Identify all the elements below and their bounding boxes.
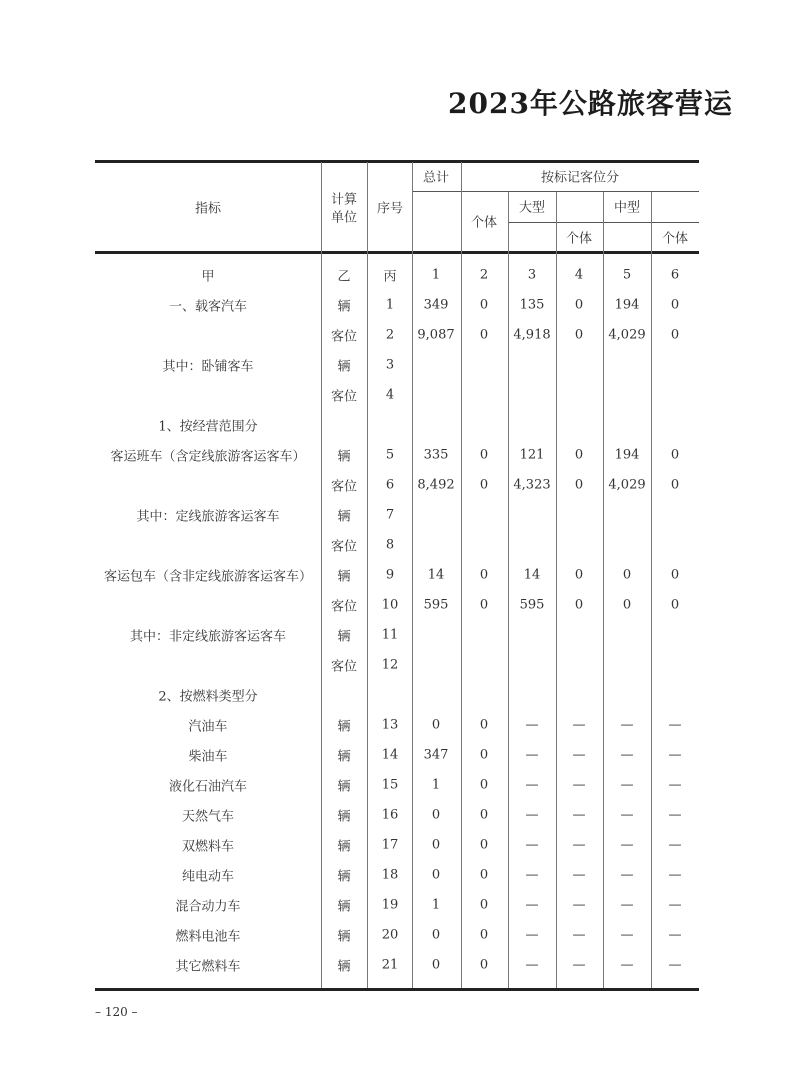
row-seq: 15	[381, 777, 399, 793]
row-value: 0	[479, 447, 489, 463]
row-value: —	[668, 747, 682, 763]
row-value: —	[572, 747, 586, 763]
row-value: 0	[574, 447, 584, 463]
row-value: 0	[479, 717, 489, 733]
row-indicator: 天然气车	[181, 809, 235, 825]
row-value: 0	[479, 567, 489, 583]
row-value: —	[668, 927, 682, 943]
header-large-individual: 个体	[565, 231, 593, 247]
row-value: —	[620, 807, 634, 823]
col-divider	[556, 192, 557, 988]
row-value: 0	[574, 297, 584, 313]
row-indicator: 液化石油汽车	[168, 779, 248, 795]
row-unit: 客位	[330, 479, 358, 495]
row-value: —	[668, 957, 682, 973]
row-indicator: 其它燃料车	[175, 959, 241, 975]
row-seq: 3	[385, 357, 395, 373]
row-indicator: 其中：定线旅游客运客车	[136, 509, 280, 525]
row-value: 14	[523, 567, 541, 583]
row-value: 1	[431, 777, 441, 793]
header-seq: 序号	[376, 201, 404, 217]
row-value: —	[525, 747, 539, 763]
row-value: 0	[479, 477, 489, 493]
row-value: 0	[622, 567, 632, 583]
row-unit: 辆	[337, 839, 351, 855]
row-value: 335	[423, 447, 449, 463]
row-unit: 辆	[337, 299, 351, 315]
row-unit: 客位	[330, 389, 358, 405]
row-value: —	[572, 897, 586, 913]
row-unit: 辆	[337, 869, 351, 885]
row-value: 0	[670, 297, 680, 313]
row-value: 1	[431, 897, 441, 913]
row-value: —	[668, 807, 682, 823]
row-indicator: 混合动力车	[175, 899, 241, 915]
row-value: 0	[479, 897, 489, 913]
row-value: 0	[574, 597, 584, 613]
row-unit: 辆	[337, 449, 351, 465]
code-cell: 乙	[337, 269, 351, 285]
code-cell: 丙	[383, 269, 397, 285]
row-value: 0	[479, 957, 489, 973]
row-value: 0	[670, 477, 680, 493]
row-value: 4,918	[513, 327, 551, 343]
row-seq: 6	[385, 477, 395, 493]
row-value: 0	[431, 807, 441, 823]
row-seq: 1	[385, 297, 395, 313]
row-value: 0	[479, 747, 489, 763]
row-seq: 5	[385, 447, 395, 463]
row-value: —	[668, 867, 682, 883]
header-by-seat: 按标记客位分	[540, 170, 620, 186]
row-value: 595	[423, 597, 449, 613]
row-value: 0	[431, 717, 441, 733]
row-seq: 16	[381, 807, 399, 823]
table-bottom-border	[95, 988, 699, 991]
row-value: —	[572, 957, 586, 973]
row-value: —	[572, 807, 586, 823]
row-value: —	[668, 717, 682, 733]
row-unit: 辆	[337, 569, 351, 585]
code-cell: 2	[479, 267, 489, 283]
row-value: —	[620, 897, 634, 913]
row-unit: 辆	[337, 719, 351, 735]
row-value: 8,492	[417, 477, 455, 493]
col-divider	[461, 162, 462, 988]
row-value: —	[572, 837, 586, 853]
header-unit-line1: 计算	[330, 192, 358, 208]
row-value: —	[572, 867, 586, 883]
row-seq: 17	[381, 837, 399, 853]
row-value: 595	[519, 597, 545, 613]
row-value: 0	[479, 597, 489, 613]
row-indicator: 柴油车	[188, 749, 228, 765]
row-value: —	[620, 957, 634, 973]
row-indicator: 纯电动车	[181, 869, 235, 885]
row-value: 0	[670, 597, 680, 613]
row-value: —	[620, 717, 634, 733]
row-value: 9,087	[417, 327, 455, 343]
row-unit: 客位	[330, 539, 358, 555]
row-unit: 辆	[337, 359, 351, 375]
row-indicator: 一、载客汽车	[168, 299, 248, 315]
row-value: 349	[423, 297, 449, 313]
row-value: —	[525, 777, 539, 793]
row-value: 4,029	[608, 477, 646, 493]
code-cell: 甲	[201, 269, 215, 285]
row-unit: 辆	[337, 509, 351, 525]
row-value: 4,029	[608, 327, 646, 343]
row-seq: 13	[381, 717, 399, 733]
row-seq: 8	[385, 537, 395, 553]
row-value: 0	[431, 927, 441, 943]
row-value: —	[525, 927, 539, 943]
row-seq: 18	[381, 867, 399, 883]
row-value: 0	[431, 837, 441, 853]
row-value: 0	[479, 837, 489, 853]
row-seq: 4	[385, 387, 395, 403]
row-value: —	[668, 777, 682, 793]
row-indicator: 燃料电池车	[175, 929, 241, 945]
header-large: 大型	[518, 200, 546, 216]
row-value: 0	[574, 477, 584, 493]
header-medium: 中型	[613, 200, 641, 216]
row-unit: 辆	[337, 809, 351, 825]
row-indicator: 客运包车（含非定线旅游客运客车）	[103, 569, 313, 585]
row-seq: 2	[385, 327, 395, 343]
row-seq: 21	[381, 957, 399, 973]
page-title: 2023年公路旅客营运	[448, 87, 733, 120]
row-indicator: 其中：卧铺客车	[162, 359, 254, 375]
row-unit: 辆	[337, 899, 351, 915]
row-value: 0	[574, 327, 584, 343]
page-number: – 120 –	[95, 1005, 138, 1019]
row-value: 0	[431, 867, 441, 883]
row-value: —	[668, 897, 682, 913]
row-value: —	[572, 927, 586, 943]
row-value: 0	[670, 327, 680, 343]
col-divider	[321, 162, 322, 988]
row-seq: 20	[381, 927, 399, 943]
row-value: 0	[479, 927, 489, 943]
row-value: 0	[670, 567, 680, 583]
row-seq: 14	[381, 747, 399, 763]
row-seq: 11	[381, 627, 399, 643]
row-value: —	[525, 807, 539, 823]
row-value: 194	[614, 297, 640, 313]
row-unit: 辆	[337, 749, 351, 765]
row-indicator: 双燃料车	[181, 839, 235, 855]
row-value: —	[620, 777, 634, 793]
col-divider	[603, 192, 604, 988]
row-value: 0	[622, 597, 632, 613]
row-seq: 19	[381, 897, 399, 913]
row-value: 194	[614, 447, 640, 463]
row-indicator: 1、按经营范围分	[158, 419, 258, 435]
row-seq: 12	[381, 657, 399, 673]
row-unit: 辆	[337, 629, 351, 645]
row-value: 0	[670, 447, 680, 463]
row-value: —	[620, 747, 634, 763]
row-value: 135	[519, 297, 545, 313]
row-indicator: 汽油车	[188, 719, 228, 735]
row-indicator: 其中：非定线旅游客运客车	[129, 629, 287, 645]
row-indicator: 2、按燃料类型分	[158, 689, 258, 705]
row-value: —	[620, 837, 634, 853]
row-value: 0	[479, 327, 489, 343]
row-value: —	[620, 927, 634, 943]
row-value: 0	[479, 867, 489, 883]
row-value: —	[572, 717, 586, 733]
row-value: —	[525, 717, 539, 733]
row-seq: 9	[385, 567, 395, 583]
header-unit-line2: 单位	[330, 210, 358, 226]
col-divider	[367, 162, 368, 988]
header-individual: 个体	[470, 215, 498, 231]
row-unit: 客位	[330, 659, 358, 675]
row-value: 347	[423, 747, 449, 763]
row-value: —	[572, 777, 586, 793]
row-seq: 10	[381, 597, 399, 613]
row-value: 0	[574, 567, 584, 583]
code-cell: 3	[527, 267, 537, 283]
row-unit: 客位	[330, 329, 358, 345]
header-total: 总计	[422, 170, 450, 186]
header-bottom-border	[95, 251, 699, 254]
header-medium-individual: 个体	[661, 231, 689, 247]
code-cell: 4	[574, 267, 584, 283]
row-value: —	[525, 957, 539, 973]
row-value: 4,323	[513, 477, 551, 493]
header-indicator: 指标	[194, 201, 222, 217]
row-value: 121	[519, 447, 545, 463]
row-unit: 辆	[337, 959, 351, 975]
col-divider	[412, 162, 413, 988]
row-indicator: 客运班车（含定线旅游客运客车）	[110, 449, 306, 465]
table-top-border	[95, 160, 699, 163]
row-value: —	[525, 867, 539, 883]
code-cell: 1	[431, 267, 441, 283]
row-value: 14	[427, 567, 445, 583]
row-unit: 辆	[337, 929, 351, 945]
row-value: —	[525, 837, 539, 853]
row-value: 0	[479, 807, 489, 823]
code-cell: 6	[670, 267, 680, 283]
statistics-table	[95, 160, 699, 990]
row-value: 0	[479, 297, 489, 313]
row-seq: 7	[385, 507, 395, 523]
row-value: 0	[431, 957, 441, 973]
row-value: 0	[479, 777, 489, 793]
col-divider	[651, 192, 652, 988]
code-cell: 5	[622, 267, 632, 283]
row-value: —	[620, 867, 634, 883]
row-unit: 客位	[330, 599, 358, 615]
row-value: —	[525, 897, 539, 913]
row-unit: 辆	[337, 779, 351, 795]
col-divider	[508, 192, 509, 988]
row-value: —	[668, 837, 682, 853]
